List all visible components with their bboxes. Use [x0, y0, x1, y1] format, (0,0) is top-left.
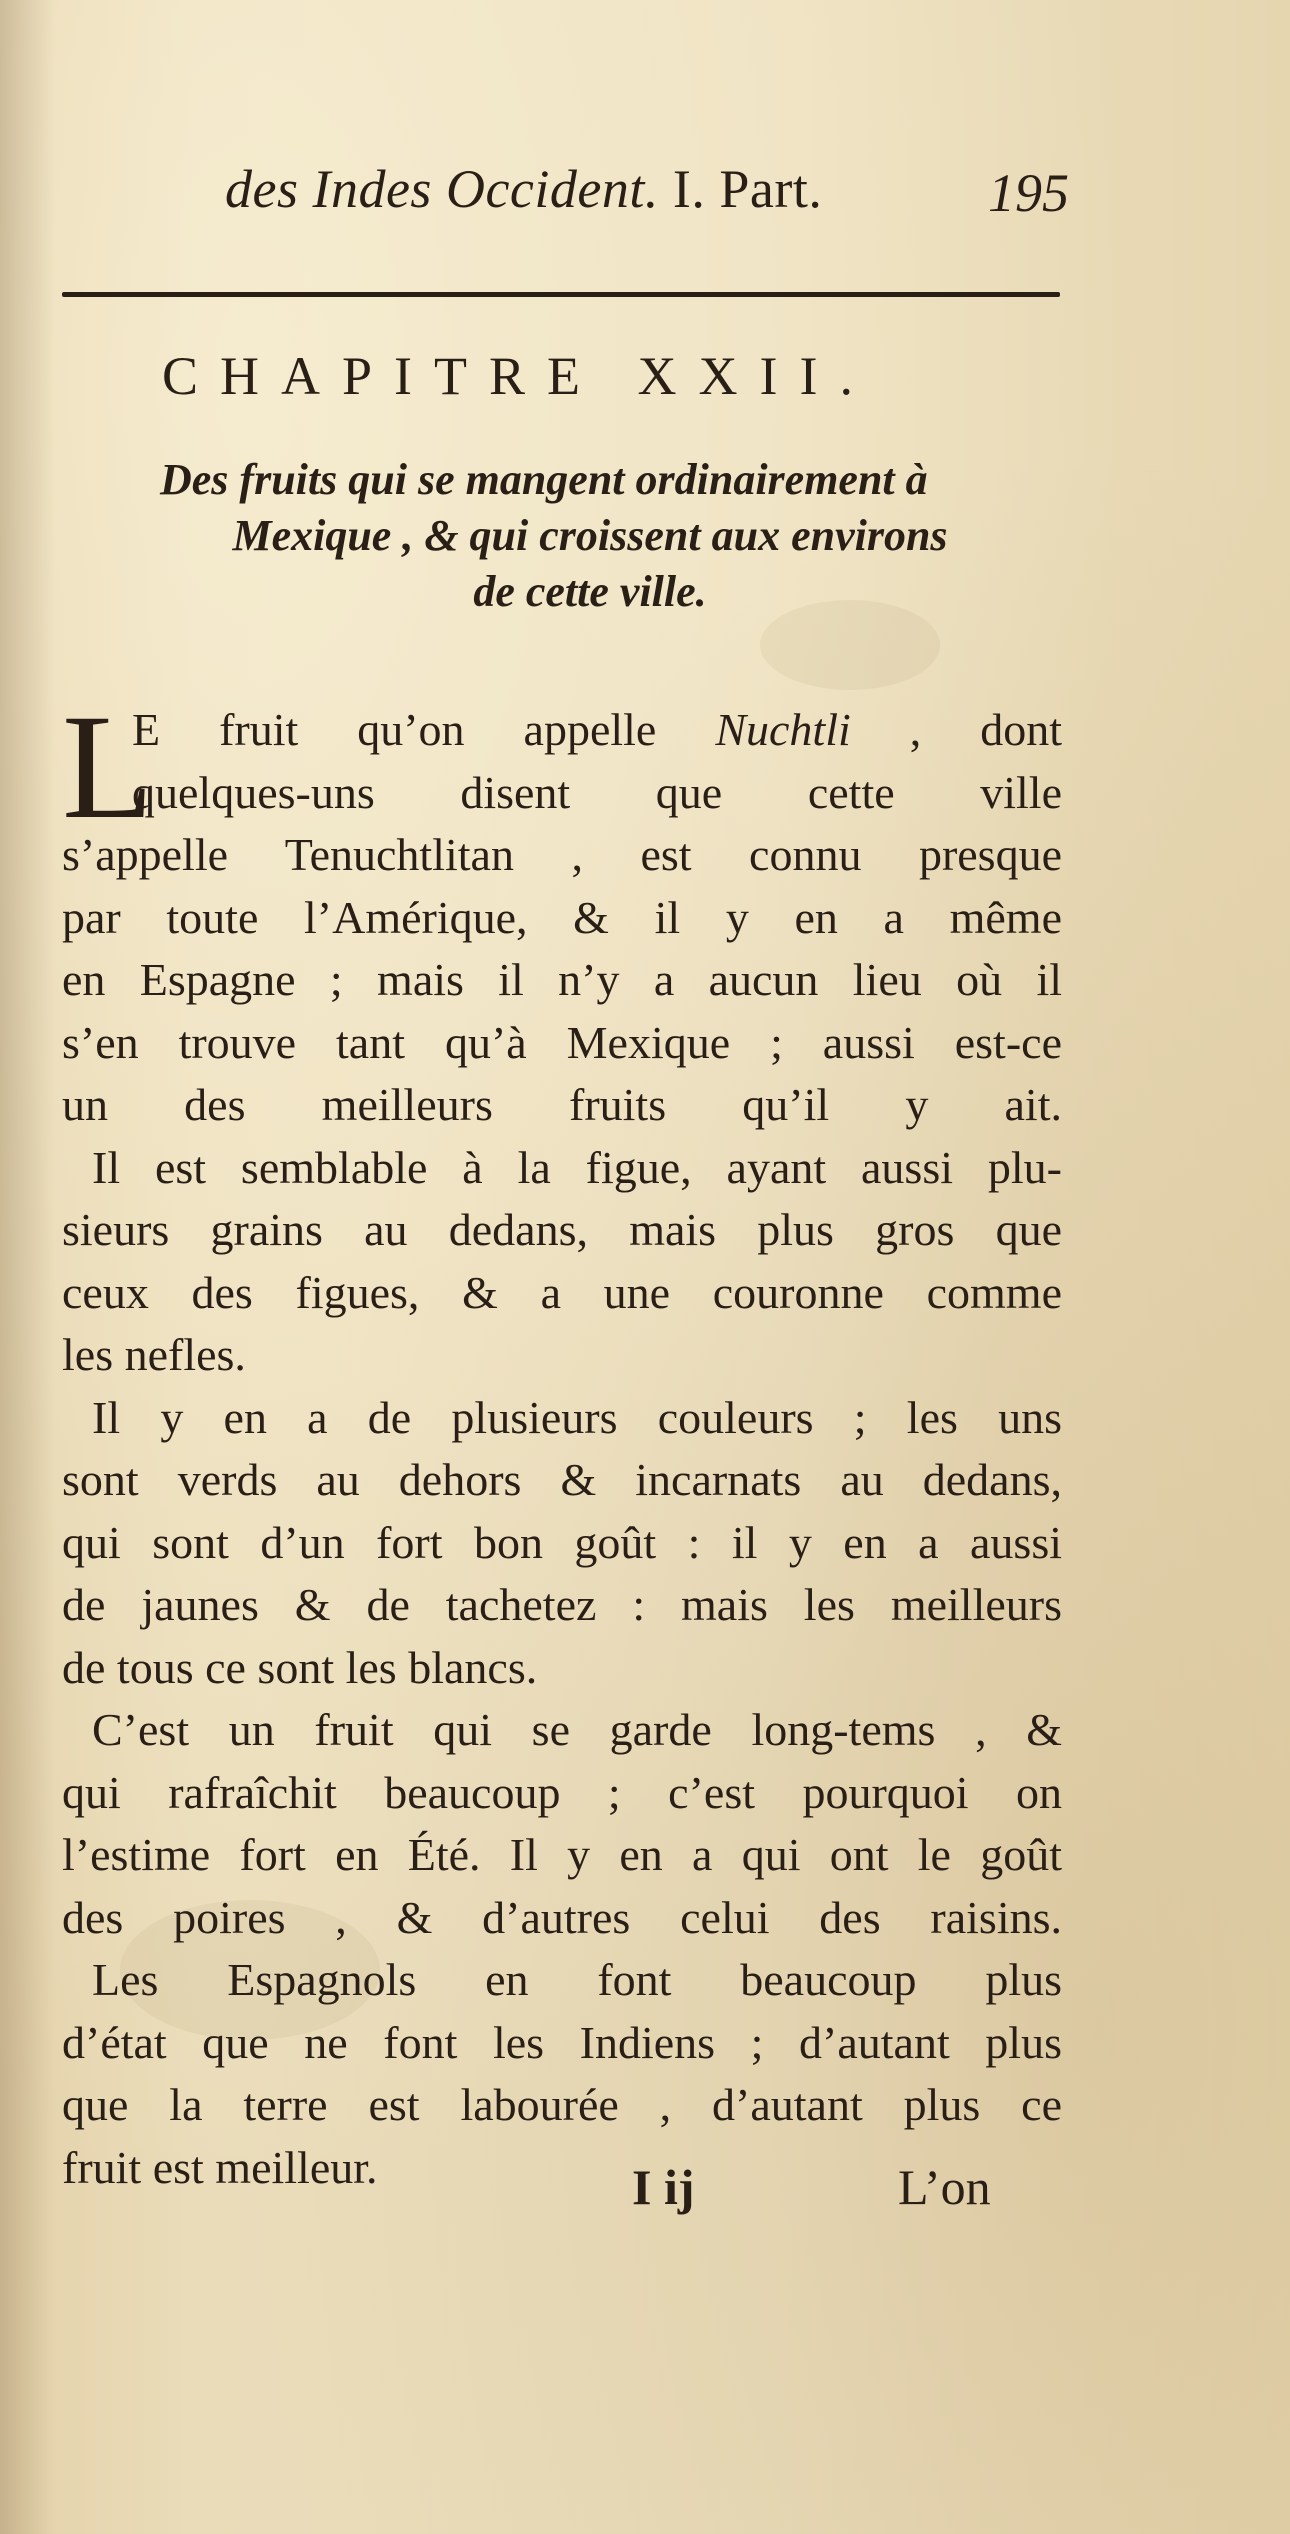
text-line: Il est semblable à la figue, ayant aussi plu-: [92, 1141, 1062, 1193]
header-rule: [62, 292, 1060, 297]
text-line: ceux des figues, & a une couronne comme: [62, 1266, 1062, 1318]
page-number: 195: [988, 163, 1069, 223]
text-line: s’appelle Tenuchtlitan , est connu presque: [62, 829, 1062, 880]
text-line: fruit est meilleur.: [62, 2141, 378, 2193]
text-line: que la terre est labourée , d’autant plus ce: [62, 2079, 1062, 2130]
signature-mark: I ij: [632, 2159, 695, 2215]
chapter-heading: CHAPITRE XXII.: [162, 346, 875, 406]
text-line: s’en trouve tant qu’à Mexique ; aussi est-ce: [62, 1016, 1062, 1068]
subtitle-line: Mexique , & qui croissent aux environs: [232, 511, 948, 560]
running-head: [225, 158, 1025, 220]
text-line: E fruit qu’on appelle Nuchtli , dont: [132, 704, 1062, 755]
text-line: Il y en a de plusieurs couleurs ; les uns: [92, 1391, 1062, 1443]
text-line: quelques-uns disent que cette ville: [132, 766, 1062, 818]
running-head-part: I. Part.: [672, 159, 823, 219]
text-line: d’état que ne font les Indiens ; d’autant plus: [62, 2016, 1062, 2068]
text-line: de jaunes & de tachetez : mais les meilleurs: [62, 1579, 1062, 1630]
text-line: qui rafraîchit beaucoup ; c’est pourquoi on: [62, 1766, 1062, 1818]
text-line: sont verds au dehors & incarnats au dedans,: [62, 1454, 1062, 1505]
chapter-subtitle: [120, 452, 1060, 620]
text-line: sieurs grains au dedans, mais plus gros que: [62, 1204, 1062, 1255]
text-line: les nefles.: [62, 1329, 246, 1380]
catchword: L’on: [898, 2159, 991, 2215]
subtitle-line: de cette ville.: [473, 567, 707, 616]
italic-term: Nuchtli: [715, 704, 851, 755]
running-head-title: des Indes Occident.: [225, 159, 659, 219]
text-line: l’estime fort en Été. Il y en a qui ont le goût: [62, 1829, 1062, 1880]
text-line: de tous ce sont les blancs.: [62, 1641, 538, 1693]
page-gutter-shadow: [0, 0, 55, 2534]
subtitle-line: Des fruits qui se mangent ordinairement à: [160, 455, 928, 504]
drop-cap: L: [62, 684, 154, 850]
text-line: un des meilleurs fruits qu’il y ait.: [62, 1079, 1062, 1130]
text-line: Les Espagnols en font beaucoup plus: [92, 1954, 1062, 2005]
text-line: par toute l’Amérique, & il y en a même: [62, 891, 1062, 943]
text-line: C’est un fruit qui se garde long-tems , &: [92, 1704, 1062, 1755]
text-line: en Espagne ; mais il n’y a aucun lieu où il: [62, 954, 1062, 1005]
text-line: des poires , & d’autres celui des raisins.: [62, 1891, 1062, 1943]
text-line: qui sont d’un fort bon goût : il y en a aussi: [62, 1516, 1062, 1568]
